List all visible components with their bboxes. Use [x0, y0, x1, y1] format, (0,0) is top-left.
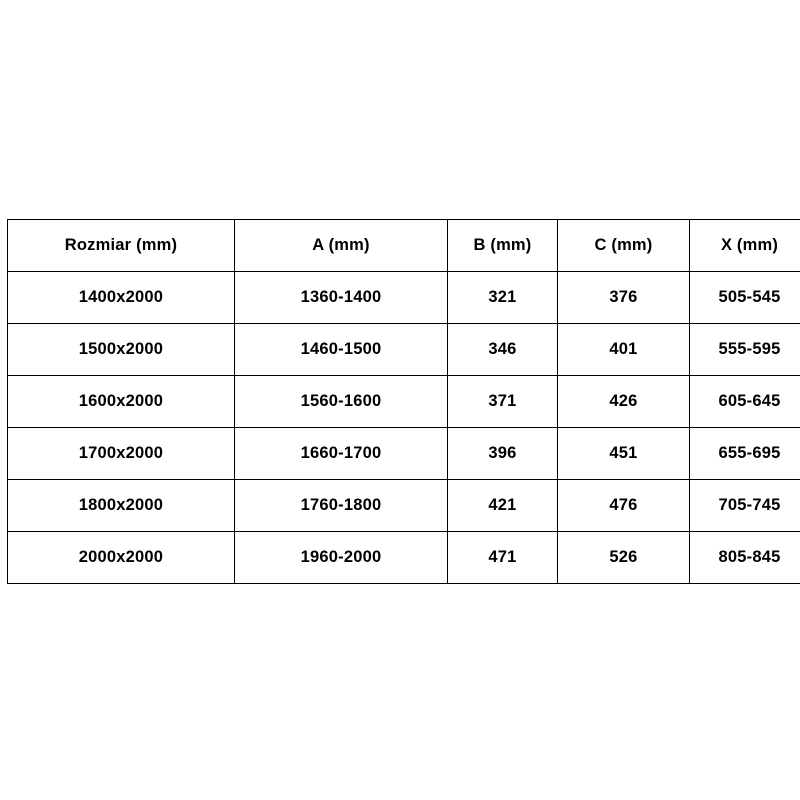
table-header-row [8, 220, 800, 272]
cell-a: 1360-1400 [235, 272, 448, 324]
cell-size: 1400x2000 [8, 272, 235, 324]
cell-b: 396 [448, 428, 558, 480]
table-row [8, 532, 800, 584]
cell-c: 526 [558, 532, 690, 584]
spec-table-container [0, 219, 800, 584]
cell-a: 1760-1800 [235, 480, 448, 532]
cell-c: 376 [558, 272, 690, 324]
cell-x: 655-695 [690, 428, 800, 480]
cell-b: 346 [448, 324, 558, 376]
cell-c: 451 [558, 428, 690, 480]
cell-c: 476 [558, 480, 690, 532]
column-header-b: B (mm) [448, 220, 558, 272]
cell-size: 1600x2000 [8, 376, 235, 428]
cell-size: 2000x2000 [8, 532, 235, 584]
column-header-size: Rozmiar (mm) [8, 220, 235, 272]
cell-a: 1460-1500 [235, 324, 448, 376]
cell-size: 1800x2000 [8, 480, 235, 532]
cell-b: 321 [448, 272, 558, 324]
column-header-x: X (mm) [690, 220, 800, 272]
cell-x: 705-745 [690, 480, 800, 532]
cell-x: 805-845 [690, 532, 800, 584]
column-header-c: C (mm) [558, 220, 690, 272]
cell-size: 1500x2000 [8, 324, 235, 376]
table-row [8, 428, 800, 480]
table-row [8, 324, 800, 376]
table-row [8, 480, 800, 532]
cell-c: 401 [558, 324, 690, 376]
cell-a: 1660-1700 [235, 428, 448, 480]
cell-b: 421 [448, 480, 558, 532]
cell-x: 555-595 [690, 324, 800, 376]
cell-a: 1960-2000 [235, 532, 448, 584]
table-row [8, 376, 800, 428]
cell-c: 426 [558, 376, 690, 428]
cell-x: 505-545 [690, 272, 800, 324]
cell-x: 605-645 [690, 376, 800, 428]
cell-b: 371 [448, 376, 558, 428]
cell-size: 1700x2000 [8, 428, 235, 480]
table-row [8, 272, 800, 324]
cell-b: 471 [448, 532, 558, 584]
dimensions-table [7, 219, 800, 584]
column-header-a: A (mm) [235, 220, 448, 272]
cell-a: 1560-1600 [235, 376, 448, 428]
